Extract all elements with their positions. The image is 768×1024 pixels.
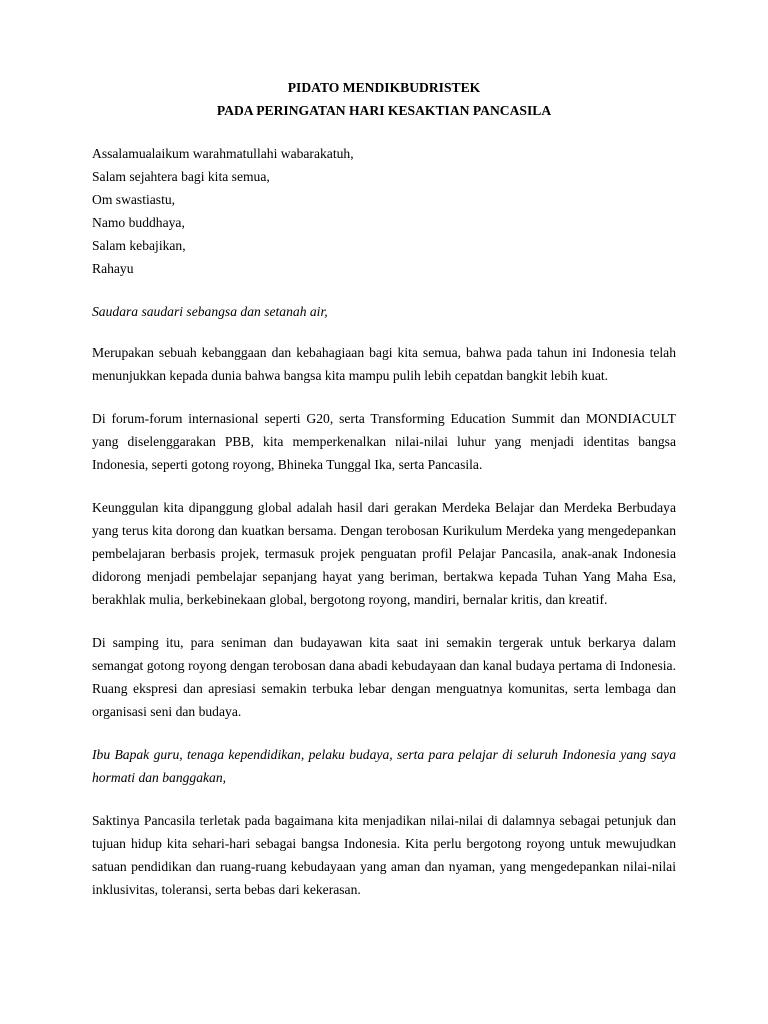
greetings-block: [92, 142, 676, 280]
body-paragraph: Merupakan sebuah kebanggaan dan kebahagiaan bagi kita semua, bahwa pada tahun ini Indonesia telah menunjukkan kepada dunia bahwa bangsa kita mampu pulih lebih cepatdan bangkit lebih kuat.: [92, 345, 676, 383]
greeting-line: Om swastiastu,: [92, 192, 176, 207]
greeting-line: Rahayu: [92, 261, 134, 276]
body-paragraph: Saktinya Pancasila terletak pada bagaimana kita menjadikan nilai-nilai di dalamnya sebagai petunjuk dan tujuan hidup kita sehari-hari sebagai bangsa Indonesia. Kita perlu bergotong royong untuk mewujudkan satuan pendidikan dan ruang-ruang kebudayaan yang aman dan nyaman, yang mengedepankan nilai-nilai inklusivitas, toleransi, serta bebas dari kekerasan.: [92, 813, 676, 897]
address-line: Ibu Bapak guru, tenaga kependidikan, pelaku budaya, serta para pelajar di seluruh Indonesia yang saya hormati dan banggakan,: [92, 747, 676, 785]
document-title-line-2: PADA PERINGATAN HARI KESAKTIAN PANCASILA: [216, 103, 552, 118]
document-title-line-1: PIDATO MENDIKBUDRISTEK: [287, 80, 481, 95]
greeting-line: Assalamualaikum warahmatullahi wabarakatuh,: [92, 146, 354, 161]
greeting-line: Salam sejahtera bagi kita semua,: [92, 169, 270, 184]
body-paragraph: Di forum-forum internasional seperti G20, serta Transforming Education Summit dan MONDIACULT yang diselenggarakan PBB, kita memperkenalkan nilai-nilai luhur yang menjadi identitas bangsa Indonesia, seperti gotong royong, Bhineka Tunggal Ika, serta Pancasila.: [92, 411, 676, 472]
document-body: [92, 76, 676, 901]
address-line: Saudara saudari sebangsa dan setanah air,: [92, 304, 328, 319]
greeting-line: Salam kebajikan,: [92, 238, 186, 253]
greeting-line: Namo buddhaya,: [92, 215, 185, 230]
body-paragraph: Keunggulan kita dipanggung global adalah hasil dari gerakan Merdeka Belajar dan Merdeka Berbudaya yang terus kita dorong dan kuatkan bersama. Dengan terobosan Kurikulum Merdeka yang mengedepankan pembelajaran berbasis projek, termasuk projek penguatan profil Pelajar Pancasila, anak-anak Indonesia didorong menjadi pembelajar sepanjang hayat yang beriman, bertakwa kepada Tuhan Yang Maha Esa, berakhlak mulia, berkebinekaan global, bergotong royong, mandiri, bernalar kritis, dan kreatif.: [92, 500, 676, 607]
body-paragraph: Di samping itu, para seniman dan budayawan kita saat ini semakin tergerak untuk berkarya dalam semangat gotong royong dengan terobosan dana abadi kebudayaan dan kanal budaya pertama di Indonesia. Ruang ekspresi dan apresiasi semakin terbuka lebar dengan menguatnya komunitas, serta lembaga dan organisasi seni dan budaya.: [92, 635, 676, 719]
